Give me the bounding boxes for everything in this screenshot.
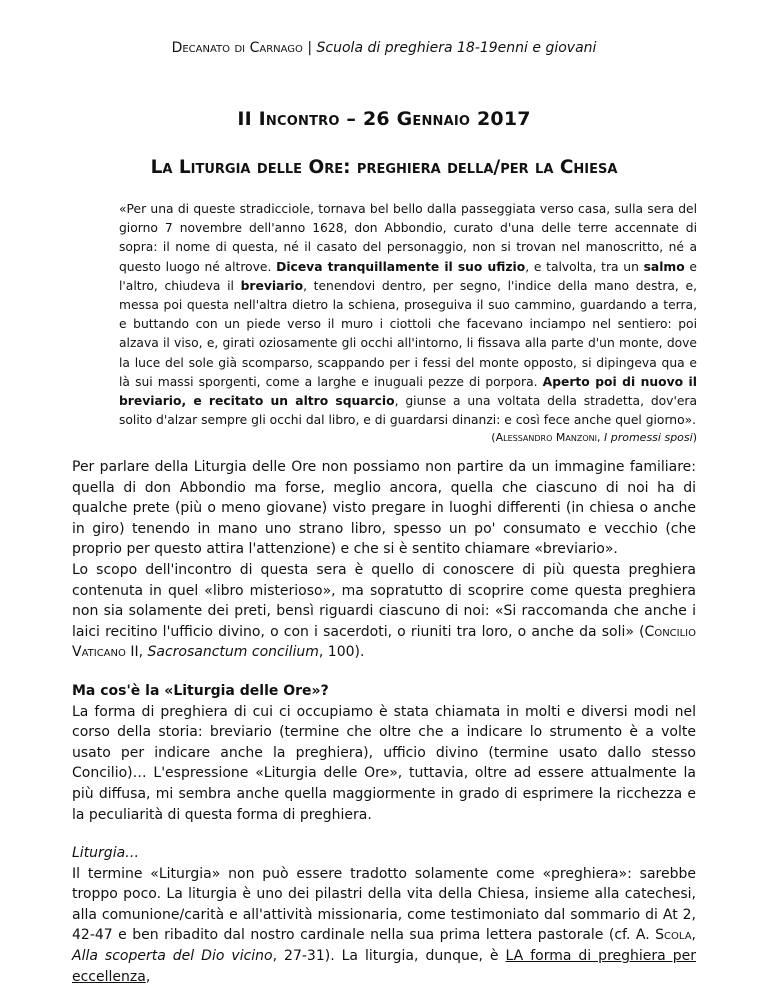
page-subtitle: La Liturgia delle Ore: preghiera della/per la Chiesa — [150, 157, 618, 178]
para4-sep: , — [691, 927, 696, 944]
spacer — [72, 825, 696, 843]
para4-author: Scola — [655, 927, 692, 944]
para4-text-a: Il termine «Liturgia» non può essere tradotto solamente come «preghiera»: sarebbe troppo poco. La liturgia è uno dei pilastri della vita della Chiesa, insieme alla catechesi, alla comunione/carità e all'attività missionaria, come testimoniato dal sommario di At 2, 42-47 e ben ribadito dal nostro cardinale nella sua prima lettera pastorale (cf. A. — [72, 865, 696, 944]
spacer — [72, 663, 696, 681]
section-heading-2 — [72, 843, 696, 864]
cite-work: I promessi sposi — [603, 431, 693, 445]
para4-work: Alla scoperta del Dio vicino — [72, 948, 273, 965]
cite-sep: , — [596, 431, 604, 445]
header-program: Scuola di preghiera 18-19enni e giovani — [316, 40, 597, 56]
quote-text-2: , e talvolta, tra un — [525, 259, 644, 274]
para2-end: , 100). — [318, 644, 365, 661]
quote-text-1: «Per una di queste stradicciole, tornava bel bello dalla passeggiata verso casa, sulla sera del giorno 7 novembre dell'anno 1628, don Abbondio, curato d'una delle terre accennate di sopra: il nome di questa, né il casato del personaggio, non si trovan nel manoscritto, né a questo luogo né altrove. — [119, 202, 697, 274]
main-body — [72, 457, 696, 987]
para2-work: Sacrosanctum concilium — [147, 644, 319, 661]
para4-text-c: , — [145, 968, 151, 985]
header-separator: | — [302, 40, 317, 56]
para4-text-b: , 27-31). La liturgia, dunque, è — [272, 948, 506, 965]
body-paragraph-4 — [72, 864, 696, 988]
quote-bold-3: breviario — [240, 278, 304, 293]
quote-bold-1: Diceva tranquillamente il suo ufizio — [276, 259, 526, 274]
heading-1-text: Ma cos'è la «Liturgia delle Ore»? — [72, 682, 329, 699]
body-paragraph-2 — [72, 560, 696, 663]
quote-text-5: , giunse a una voltata della stradetta, dov'era solito d'alzar sempre gli occhi dal libro, e di guardarsi dinanzi: e così fece anche quel giorno». — [119, 394, 697, 428]
header-line — [0, 40, 768, 56]
page-title: II Incontro – 26 Gennaio 2017 — [237, 108, 531, 130]
manzoni-quote — [119, 200, 697, 446]
heading-2-text: Liturgia… — [72, 845, 140, 862]
para2-sep: , — [138, 644, 148, 661]
cite-close: ) — [692, 431, 697, 445]
cite-open: ( — [491, 431, 496, 445]
para4-underlined: LA forma di preghiera per eccellenza — [72, 948, 696, 985]
header-org: Decanato di Carnago — [171, 40, 303, 56]
body-paragraph-1: Per parlare della Liturgia delle Ore non possiamo non partire da un immagine familiare: quella di don Abbondio ma forse, meglio ancora, quella che ciascuno di noi ha di qualche prete (più o meno giovane) visto pregare in luoghi differenti (in chiesa o anche in giro) tenendo in mano uno strano libro, spesso un po' consumato e vecchio (che proprio per questo attira l'attenzione) e che si è sentito chiamare «breviario». — [72, 459, 696, 558]
para2-citation: Concilio Vaticano II — [72, 623, 696, 661]
quote-text-4: , tenendovi dentro, per segno, l'indice della mano destra, e, messa poi questa nell'altra dietro la schiena, proseguiva il suo cammino, guardando a terra, e buttando con un piede verso il muro i ciottoli che facevano inciampo nel sentiero: poi alzava il viso, e, girati oziosamente gli occhi all'intorno, li fissava alla parte d'un monte, dove la luce del sole già scomparso, scappando per i fessi del monte opposto, si dipingeva qua e là sui massi sporgenti, come a larghe e inuguali pezze di porpora. — [119, 278, 697, 389]
quote-bold-4: Aperto poi di nuovo il breviario, e recitato un altro squarcio — [119, 374, 697, 409]
section-heading-1 — [72, 681, 696, 702]
cite-author: Alessandro Manzoni — [495, 431, 597, 445]
body-paragraph-3: La forma di preghiera di cui ci occupiamo è stata chiamata in molti e diversi modi nel corso della storia: breviario (termine che oltre che a indicare lo strumento è a volte usato per indicare anche la preghiera), ufficio divino (termine usato dallo stesso Concilio)… L'espressione «Liturgia delle Ore», tuttavia, oltre ad essere attualmente la più diffusa, mi sembra anche quella maggiormente in grado di esprimere la ricchezza e la peculiarità di questa forma di preghiera. — [72, 703, 696, 823]
quote-text-3: e l'altro, chiudeva il — [119, 259, 697, 293]
quote-bold-2: salmo — [643, 259, 685, 274]
quote-citation — [119, 430, 697, 446]
para2-text: Lo scopo dell'incontro di questa sera è quello di conoscere di più questa preghiera contenuta in quel «libro misterioso», ma sopratutto di scoprire come questa preghiera non sia solamente dei preti, bensì riguardi ciascuno di noi: «Si raccomanda che anche i laici recitino l'ufficio divino, o con i sacerdoti, o riuniti tra loro, o anche da soli» ( — [72, 561, 696, 640]
